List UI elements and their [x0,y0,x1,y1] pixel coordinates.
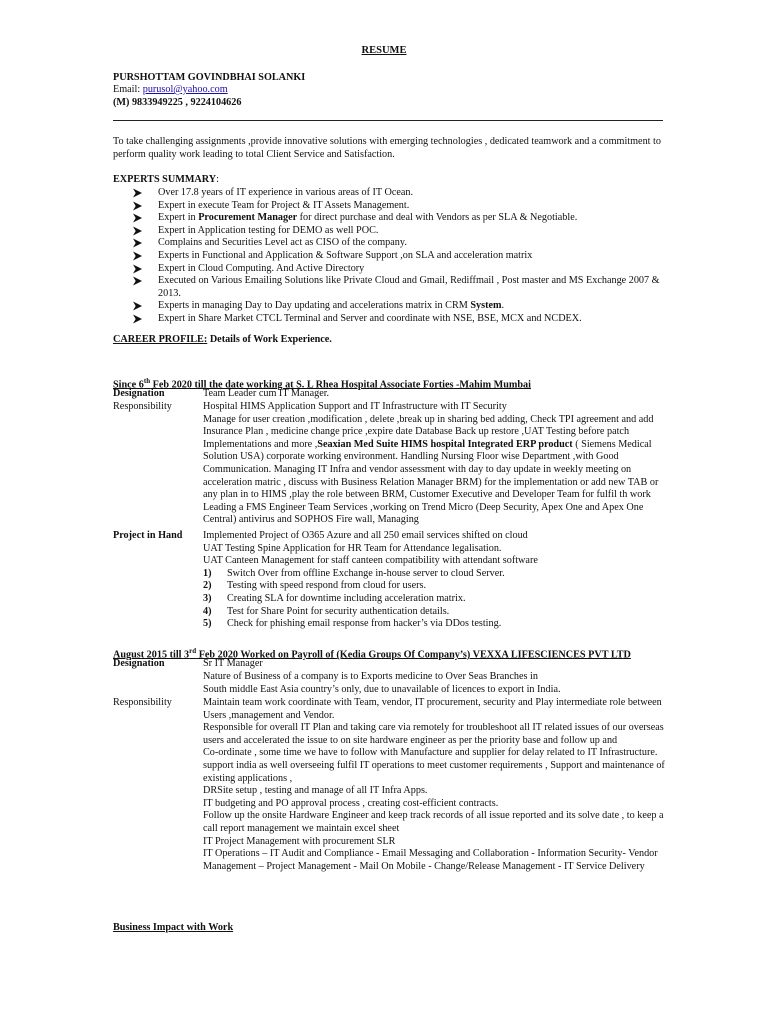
experts-summary-list [133,187,673,326]
experts-summary-colon: : [216,174,219,185]
job1-heading-rest: Feb 2020 till the date working at S. L Rhea Hospital Associate Forties -Mahim Mumbai [150,379,531,391]
job1-resp-line: Manage for user creation ,modification , delete ,break up in sharing bed adding, Check TPI agreement and add [203,413,654,425]
job1-heading-start: Since 6 [113,379,144,391]
job1-resp-line: Leading a FMS Engineer Team Services ,working on Trend Micro (Deep Security, Apex One and Apex One [203,501,644,513]
item-number: 2) [203,580,212,592]
project-numbered-item [203,593,665,606]
item-number: 5) [203,618,212,630]
document-title: RESUME [361,45,407,56]
job1-project [203,530,665,631]
objective-text: To take challenging assignments ,provide innovative solutions with emerging technologies , dedicated teamwork and a commitment to perform quality work leading to total Client Service and Satisfaction. [113,136,661,160]
project-numbered-item [203,568,665,581]
expert-summary-emphasis: System [470,300,502,312]
expert-summary-text: Expert in Procurement Manager for direct purchase and deal with Vendors as per SLA & Negotiable. [158,212,578,224]
job2-nature-line: South middle East Asia country’s only, due to unavailable of licences to export in India. [203,683,561,695]
career-profile-label: CAREER PROFILE [113,334,204,345]
expert-summary-text: Experts in managing Day to Day updating and accelerations matrix in CRM System. [158,300,505,312]
job1-project-line: UAT Canteen Management for staff canteen compatibility with attendant software [203,555,538,567]
job2-designation-label: Designation [113,658,165,669]
job2-resp-line: IT Project Management with procurement SLR [203,835,396,847]
project-numbered-item [203,606,665,619]
job1-resp-line: Hospital HIMS Application Support and IT Infrastructure with IT Security [203,401,507,412]
arrow-bullet-icon [133,300,143,311]
item-number: 1) [203,567,212,579]
job1-resp-line: Solution USA) corporate working environment. Handling Nursing Floor wise Department ,with Good [203,451,619,463]
item-text: Creating SLA for downtime including acceleration matrix. [227,592,466,604]
job1-resp-line: acceleration matric , discuss with Business Relation Manager BRM) for the implementation or add new TAB or [203,476,659,488]
expert-summary-emphasis: Procurement Manager [198,212,298,224]
expert-summary-text: Experts in Functional and Application & Software Support ,on SLA and acceleration matrix [158,249,533,261]
job1-numbered-list [203,568,665,631]
experts-summary-heading [113,174,219,187]
arrow-bullet-icon [133,313,143,324]
job2-responsibility [203,697,665,873]
item-number: 4) [203,605,212,617]
job1-responsibility [203,401,665,527]
candidate-name: PURSHOTTAM GOVINDBHAI SOLANKI [113,72,306,83]
job2-nature-line: Nature of Business of a company is to Exports medicine to Over Seas Branches in [203,671,538,682]
job2-resp-line: call report management we maintain excel sheet [203,822,400,834]
header-divider [113,120,663,121]
job2-resp-line: IT budgeting and PO approval process , creating cost-efficient contracts. [203,797,499,809]
expert-summary-item [133,263,673,276]
arrow-bullet-icon [133,225,143,236]
career-profile-heading [113,334,332,347]
job1-resp-line: any plan in to HIMS ,play the role between BRM, Customer Executive and Developer Team for fulfil th work [203,489,651,501]
mobile-numbers: (M) 9833949225 , 9224104626 [113,97,242,108]
job2-resp-line: Responsible for overall IT Plan and taking care via remotely for troubleshoot all IT related issues of our overseas [203,722,664,734]
job2-nature [203,671,665,696]
item-text: Testing with speed respond from cloud for users. [227,580,427,592]
expert-summary-text: Expert in Share Market CTCL Terminal and Server and coordinate with NSE, BSE, MCX and NCDEX. [158,312,582,324]
expert-summary-text: Executed on Various Emailing Solutions like Private Cloud and Gmail, Rediffmail , Post master and MS Exchange 2007 & 2013. [158,275,660,299]
job1-erp-product: Seaxian Med Suite HIMS hospital Integrated ERP product [317,438,573,450]
arrow-bullet-icon [133,200,143,211]
arrow-bullet-icon [133,187,143,198]
item-text: Check for phishing email response from hacker’s via DDos testing. [227,618,502,630]
job1-resp-segment: ( Siemens Medical [572,438,652,450]
expert-summary-item [133,200,673,213]
project-numbered-item [203,618,665,631]
business-impact-heading: Business Impact with Work [113,922,234,933]
arrow-bullet-icon [133,237,143,248]
job2-resp-line: support india as well overseeing fulfil IT operations to meet customer requirements , Support and maintenance of [203,759,665,771]
job1-resp-line [203,439,665,452]
job2-resp-line: DRSite setup , testing and manage of all IT Infra Apps. [203,785,428,797]
expert-summary-item [133,212,673,225]
job2-resp-line: IT Operations – IT Audit and Compliance - Email Messaging and Collaboration - Information Security- Vendor [203,848,658,860]
job2-resp-line: users and accelerated the issue to on site hardware engineer as per the priority base and follow up and [203,734,618,746]
experts-summary-label: EXPERTS SUMMARY [113,174,217,185]
job1-designation-label: Designation [113,388,165,399]
career-profile-text: Details of Work Experience. [207,334,332,345]
job2-heading-sup: rd [189,647,197,655]
job1-resp-line: Central) antivirus and SOPHOS Fire wall, Managing [203,514,419,526]
expert-summary-text: Expert in execute Team for Project & IT Assets Management. [158,199,410,211]
job2-responsibility-label: Responsibility [113,697,172,708]
job1-responsibility-label: Responsibility [113,401,172,412]
job2-resp-line: Management – Project Management - Mail On Mobile - Change/Release Management - IT Service Delivery [203,860,645,872]
job1-designation: Team Leader cum IT Manager. [203,388,330,399]
career-profile-colon: : [203,334,208,345]
item-number: 3) [203,592,212,604]
item-text: Switch Over from offline Exchange in-house server to cloud Server. [227,567,505,579]
item-text: Test for Share Point for security authentication details. [227,605,450,617]
job2-resp-line: existing applications , [203,772,293,784]
expert-summary-item [133,225,673,238]
job2-heading-start: August 2015 till 3 [113,649,190,661]
expert-summary-item [133,237,673,250]
job1-project-label: Project in Hand [113,530,183,541]
job1-heading-sup: th [143,377,151,385]
expert-summary-text: Over 17.8 years of IT experience in various areas of IT Ocean. [158,187,414,198]
expert-summary-item [133,313,673,326]
job1-project-line: UAT Testing Spine Application for HR Team for Attendance legalisation. [203,542,502,554]
expert-summary-item [133,300,673,313]
job1-resp-segment: Implementations and more , [203,438,318,450]
job2-heading-rest: Feb 2020 Worked on Payroll of (Kedia Groups Of Company’s) VEXXA LIFESCIENCES PVT LTD [196,649,631,661]
expert-summary-text: Complains and Securities Level act as CISO of the company. [158,237,407,249]
job1-resp-line: Insurance Plan , medicine change price ,expire date Database Back up restore ,UAT Testing before patch [203,426,630,438]
email-label: Email: [113,84,143,95]
job2-resp-line: Co-ordinate , some time we have to follow with Manufacture and supplier for delay related to IT Infrastructure. [203,747,658,759]
job2-resp-line: Follow up the onsite Hardware Engineer and keep track records of all issue reported and its solve date , to keep a [203,810,664,822]
job2-designation: Sr IT Manager [203,658,263,669]
arrow-bullet-icon [133,212,143,223]
expert-summary-text: Expert in Application testing for DEMO as well POC. [158,224,379,236]
arrow-bullet-icon [133,275,143,286]
job2-resp-line: Maintain team work coordinate with Team, vendor, IT procurement, security and Play intermediate role between [203,697,662,708]
email-link[interactable]: purusol@yahoo.com [142,84,228,95]
email-line [113,84,228,97]
job1-project-line: Implemented Project of O365 Azure and all 250 email services shifted on cloud [203,530,528,541]
project-numbered-item [203,580,665,593]
job1-resp-line: Communication. Managing IT Infra and vendor assessment with day to day update in weekly meeting on [203,463,632,475]
expert-summary-item [133,187,673,200]
job2-resp-line: Users ,management and Vendor. [203,709,335,721]
arrow-bullet-icon [133,250,143,261]
expert-summary-item [133,275,673,300]
arrow-bullet-icon [133,263,143,274]
expert-summary-text: Expert in Cloud Computing. And Active Directory [158,262,365,274]
expert-summary-item [133,250,673,263]
